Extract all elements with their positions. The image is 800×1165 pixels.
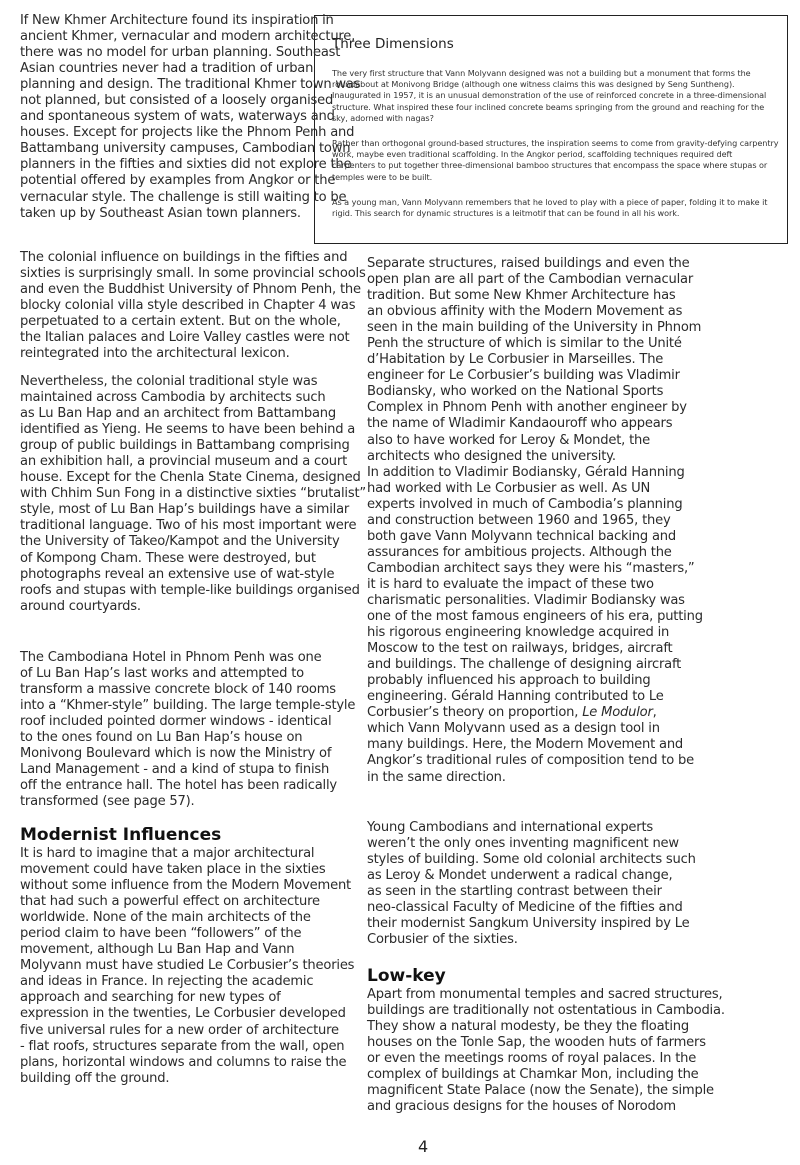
- sidebox-paragraph-2: Rather than orthogonal ground-based structures, the inspiration seems to come from gravity-defying carpentry work, maybe even traditional scaffolding. In the Angkor period, scaffolding techniques required deft carpenters to put together three-dimensional bamboo structures that encompass the space where stupas or temples were to be built.: [332, 138, 779, 182]
- le-modulor-title: Le Modulor: [582, 705, 653, 721]
- right-paragraph-young-cambodians: Young Cambodians and international experts weren’t the only ones inventing magnificent new styles of building. Some old colonial architects such as Leroy & Mondet underwent a radical change, as seen in the startling contrast between their neo-classical Faculty of Medicine of the fifties and their modernist Sangkum University inspired by Le Corbusier of the sixties.: [367, 820, 696, 948]
- right-paragraph-low-key: Apart from monumental temples and sacred structures, buildings are traditionally not ostentatious in Cambodia. They show a natural modesty, be they the floating houses on the Tonle Sap, the wooden huts of farmers or even the meetings rooms of royal palaces. In the complex of buildings at Chamkar Mon, including the magnificent State Palace (now the Senate), the simple and gracious designs for the houses of Norodom: [367, 987, 725, 1115]
- left-paragraph-urban-planning: If New Khmer Architecture found its inspiration in ancient Khmer, vernacular and modern architecture, there was no model for urban planning. Southeast Asian countries never had a tradition of urban planning and design. The traditional Khmer town was not planned, but consisted of a loosely organised and spontaneous system of wats, waterways and houses. Except for projects like the Phnom Penh and Battambang university campuses, Cambodian town planners in the fifties and sixties did not explore the potential offered by examples from Angkor or the vernacular style. The challenge is still waiting to be taken up by Southeast Asian town planners.: [20, 13, 361, 221]
- heading-low-key: Low-key: [367, 966, 446, 986]
- sidebox-paragraph-3: As a young man, Vann Molyvann remembers that he loved to play with a piece of paper, folding it to make it rigid. This search for dynamic structures is a leitmotif that can be found in all his work.: [332, 197, 768, 219]
- left-paragraph-traditional-style: Nevertheless, the colonial traditional style was maintained across Cambodia by architects such as Lu Ban Hap and an architect from Battambang identified as Yieng. He seems to have been behind a group of public buildings in Battambang comprising an exhibition hall, a provincial museum and a court house. Except for the Chenla State Cinema, designed with Chhim Sun Fong in a distinctive sixties “brutalist” style, most of Lu Ban Hap’s buildings have a similar traditional language. Two of his most important were the University of Takeo/Kampot and the University of Kompong Cham. These were destroyed, but photographs reveal an extensive use of wat-style roofs and stupas with temple-like buildings organised around courtyards.: [20, 374, 366, 614]
- page-number: 4: [418, 1137, 429, 1156]
- sidebox-paragraph-1: The very first structure that Vann Molyvann designed was not a building but a monument that forms the roundabout at Monivong Bridge (although one witness claims this was designed by Seng Suntheng). Inaugurated in 1957, it is an unusual demonstration of the use of reinforced concrete in a three-dimensional structure. What inspired these four inclined concrete beams springing from the ground and reaching for the sky, adorned with nagas?: [332, 68, 767, 123]
- left-paragraph-cambodiana-hotel: The Cambodiana Hotel in Phnom Penh was one of Lu Ban Hap’s last works and attempted to transform a massive concrete block of 140 rooms into a “Khmer-style” building. The large temple-style roof included pointed dormer windows - identical to the ones found on Lu Ban Hap’s house on Monivong Boulevard which is now the Ministry of Land Management - and a kind of stupa to finish off the entrance hall. The hotel has been radically transformed (see page 57).: [20, 650, 356, 810]
- heading-modernist-influences: Modernist Influences: [20, 825, 222, 845]
- sidebox-three-dimensions: [314, 15, 788, 244]
- line-with-italic: Corbusier’s theory on proportion, Le Modulor,: [367, 705, 657, 721]
- right-paragraph-modern-movement-affinity: Separate structures, raised buildings and even the open plan are all part of the Cambodian vernacular tradition. But some New Khmer Architecture has an obvious affinity with the Modern Movement as seen in the main building of the University in Phnom Penh the structure of which is similar to the Unité d’Habitation by Le Corbusier in Marseilles. The engineer for Le Corbusier’s building was Vladimir Bodiansky, who worked on the National Sports Complex in Phnom Penh with another engineer by the name of Wladimir Kandaouroff who appears also to have worked for Leroy & Mondet, the architects who designed the university. In addition to Vladimir Bodiansky, Gérald Hanning had worked with Le Corbusier as well. As UN experts involved in much of Cambodia’s planning and construction between 1960 and 1965, they both gave Vann Molyvann technical backing and assurances for ambitious projects. Although the Cambodian architect says they were his “masters,” it is hard to evaluate the impact of these two charismatic personalities. Vladimir Bodiansky was one of the most famous engineers of his era, putting his rigorous engineering knowledge acquired in Moscow to the test on railways, bridges, aircraft and buildings. The challenge of designing aircraft probably influenced his approach to building engineering. Gérald Hanning contributed to Le Corbusier’s theory on proportion, Le Modulor, which Vann Molyvann used as a design tool in many buildings. Here, the Modern Movement and Angkor’s traditional rules of composition tend to be in the same direction.: [367, 256, 703, 785]
- sidebox-title: Three Dimensions: [332, 36, 454, 52]
- left-paragraph-modern-movement: It is hard to imagine that a major architectural movement could have taken place in the sixties without some influence from the Modern Movement that had such a powerful effect on architecture worldwide. None of the main architects of the period claim to have been “followers” of the movement, although Lu Ban Hap and Vann Molyvann must have studied Le Corbusier’s theories and ideas in France. In rejecting the academic approach and searching for new types of expression in the twenties, Le Corbusier developed five universal rules for a new order of architecture - flat roofs, structures separate from the wall, open plans, horizontal windows and columns to raise the building off the ground.: [20, 846, 355, 1086]
- left-paragraph-colonial-influence: The colonial influence on buildings in the fifties and sixties is surprisingly small. In some provincial schools and even the Buddhist University of Phnom Penh, the blocky colonial villa style described in Chapter 4 was perpetuated to a certain extent. But on the whole, the Italian palaces and Loire Valley castles were not reintegrated into the architectural lexicon.: [20, 250, 366, 362]
